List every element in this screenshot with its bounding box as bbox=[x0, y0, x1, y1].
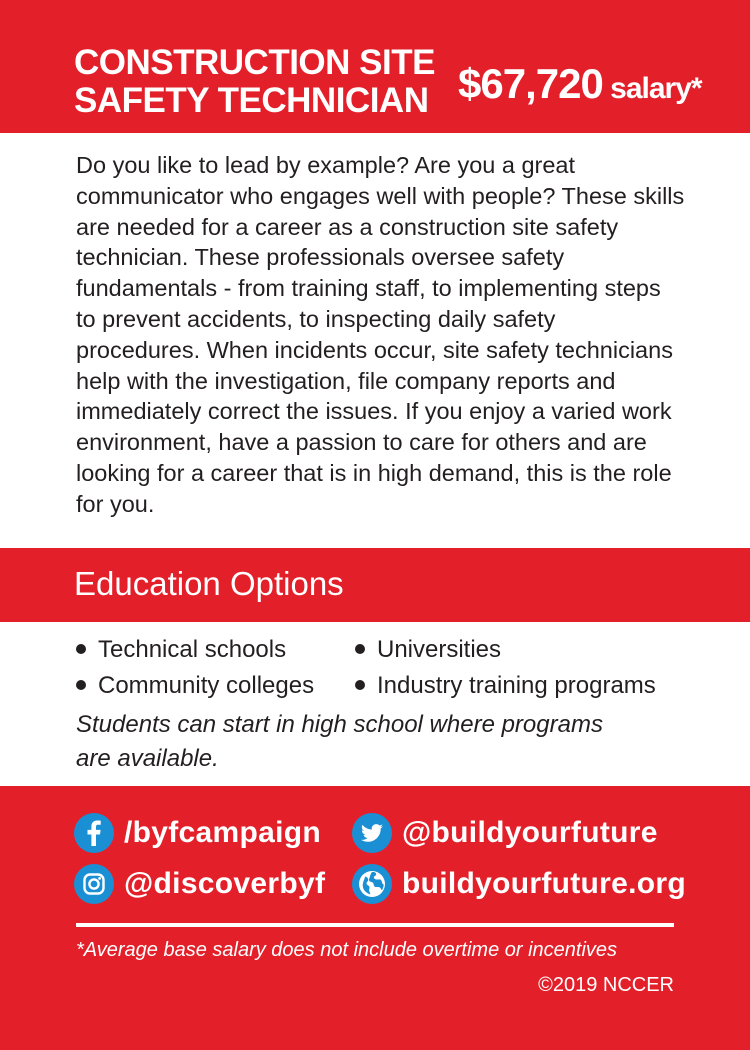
education-note: Students can start in high school where programs are available. bbox=[76, 711, 603, 772]
copyright: ©2019 NCCER bbox=[538, 974, 674, 996]
option-label: Universities bbox=[377, 636, 502, 663]
job-title-line2: SAFETY TECHNICIAN bbox=[74, 81, 429, 120]
education-band bbox=[0, 548, 750, 622]
twitter-icon bbox=[352, 813, 392, 853]
bullet-icon bbox=[355, 680, 365, 690]
list-item bbox=[76, 632, 286, 668]
twitter-handle: @buildyourfuture bbox=[402, 816, 658, 849]
facebook-handle: /byfcampaign bbox=[124, 816, 321, 849]
instagram-handle: @discoverbyf bbox=[124, 867, 326, 900]
option-label: Community colleges bbox=[98, 672, 315, 699]
option-label: Industry training programs bbox=[377, 672, 656, 699]
list-item bbox=[355, 668, 656, 704]
salary-disclaimer: *Average base salary does not include overtime or incentives bbox=[76, 939, 618, 961]
website-link[interactable] bbox=[352, 863, 686, 905]
salary-amount: $67,720 bbox=[458, 60, 603, 107]
footer-divider bbox=[76, 923, 674, 927]
job-title bbox=[74, 44, 435, 120]
list-item bbox=[76, 668, 314, 704]
header-band bbox=[0, 0, 750, 133]
option-label: Technical schools bbox=[98, 636, 287, 663]
salary-label: salary* bbox=[602, 72, 702, 105]
twitter-link[interactable] bbox=[352, 812, 658, 854]
footer-band bbox=[0, 786, 750, 1050]
facebook-link[interactable] bbox=[74, 812, 321, 854]
bullet-icon bbox=[76, 680, 86, 690]
instagram-icon bbox=[74, 864, 114, 904]
salary bbox=[458, 60, 702, 108]
facebook-icon bbox=[74, 813, 114, 853]
website-url: buildyourfuture.org bbox=[402, 867, 687, 900]
job-description: Do you like to lead by example? Are you a great communicator who engages well with people? These skills are needed for a career as a construction site safety technician. These professionals oversee safety fundamentals - from training staff, to implementing steps to prevent accidents, to inspecting daily safety procedures. When incidents occur, site safety technicians help with the investigation, file company reports and immediately correct the issues. If you enjoy a varied work environment, have a passion to care for others and are looking for a career that is in high demand, this is the role for you. bbox=[76, 152, 685, 517]
list-item bbox=[355, 632, 501, 668]
bullet-icon bbox=[355, 644, 365, 654]
education-title: Education Options bbox=[74, 565, 344, 602]
job-title-line1: CONSTRUCTION SITE bbox=[74, 43, 435, 82]
bullet-icon bbox=[76, 644, 86, 654]
globe-icon bbox=[352, 864, 392, 904]
instagram-link[interactable] bbox=[74, 863, 325, 905]
